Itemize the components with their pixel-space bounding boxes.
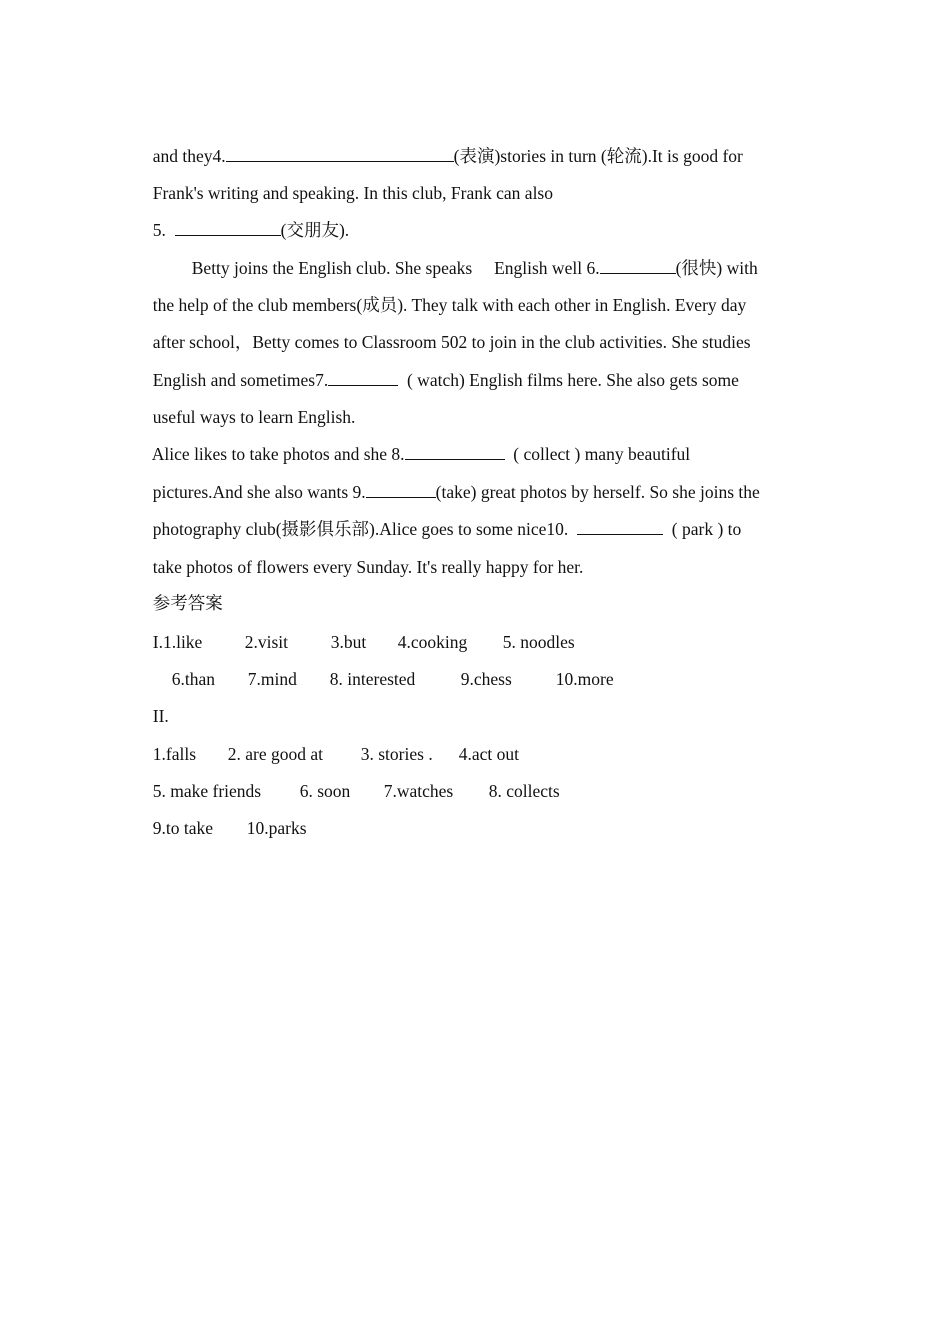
answer-item: 6. soon (299, 781, 351, 801)
passage-text: English and sometimes7. (152, 370, 329, 390)
answer-item: 4.act out (458, 744, 520, 764)
passage-line-3 (144, 197, 350, 240)
passage-text: Frank's writing and speaking. In this club, Frank can also (152, 183, 553, 203)
answer-item: 9.chess (460, 669, 512, 689)
passage-text: photography club(摄影俱乐部).Alice goes to some nice10. (152, 519, 578, 539)
blank-8[interactable] (405, 443, 505, 460)
answer-item: 7.mind (247, 669, 297, 689)
answer-item: 3.but (330, 632, 367, 652)
answers-part2-label-text: II. (152, 706, 169, 726)
answer-item: 5. noodles (502, 632, 575, 652)
passage-text: ( watch) English films here. She also gets some (398, 370, 739, 390)
answers-part2-label (144, 683, 169, 726)
passage-text: (take) great photos by herself. So she joins the (435, 482, 760, 502)
passage-text: 5. (152, 220, 175, 240)
passage-text: (交朋友). (280, 220, 350, 240)
passage-text: Betty joins the English club. She speaks English well 6. (191, 258, 600, 278)
answer-item: 2. are good at (227, 744, 323, 764)
passage-line-4 (183, 235, 758, 278)
blank-10[interactable] (577, 518, 663, 535)
passage-line-1 (144, 123, 743, 166)
answer-item: 1.falls (152, 744, 197, 764)
answer-item: 9.to take (152, 818, 214, 838)
passage-text: (表演)stories in turn (轮流).It is good for (453, 146, 743, 166)
passage-text: (很快) with (675, 258, 758, 278)
answer-item: 6.than (171, 669, 216, 689)
answer-item: 8. interested (329, 669, 416, 689)
passage-text: ( collect ) many beautiful (504, 444, 691, 464)
passage-line-6 (144, 309, 751, 352)
answer-item: 10.more (555, 669, 614, 689)
answer-item: 8. collects (488, 781, 560, 801)
answer-item: 10.parks (246, 818, 307, 838)
answers-part2-row3 (144, 795, 307, 838)
passage-line-9 (144, 421, 691, 464)
blank-5[interactable] (175, 219, 281, 236)
answer-item: 4.cooking (397, 632, 468, 652)
passage-line-7 (144, 347, 739, 390)
passage-line-2 (144, 160, 553, 203)
answer-item: 7.watches (383, 781, 454, 801)
answers-part1-row2 (163, 646, 614, 689)
passage-text: take photos of flowers every Sunday. It's really happy for her. (152, 557, 584, 577)
answers-part2-row2 (144, 758, 560, 801)
passage-line-8 (144, 384, 356, 427)
passage-line-11 (144, 496, 742, 539)
passage-text: ( park ) to (663, 519, 742, 539)
answer-item: I.1.like (152, 632, 203, 652)
answer-item: 5. make friends (152, 781, 262, 801)
passage-text: and they4. (152, 146, 226, 166)
passage-text: the help of the club members(成员). They talk with each other in English. Every day (152, 295, 747, 315)
answer-item: 2.visit (244, 632, 289, 652)
passage-text: Alice likes to take photos and she 8. (151, 444, 405, 464)
passage-text: after school，Betty comes to Classroom 502 to join in the club activities. She studies (152, 332, 751, 352)
answers-heading (144, 570, 223, 613)
answers-heading-text: 参考答案 (152, 593, 223, 613)
passage-line-12 (144, 534, 584, 577)
answers-part1-row1 (144, 609, 575, 652)
passage-text: useful ways to learn English. (152, 407, 356, 427)
answer-item: 3. stories . (360, 744, 433, 764)
answers-part2-row1 (144, 721, 520, 764)
passage-line-10 (144, 459, 760, 502)
passage-line-5 (144, 272, 747, 315)
passage-text: pictures.And she also wants 9. (152, 482, 366, 502)
